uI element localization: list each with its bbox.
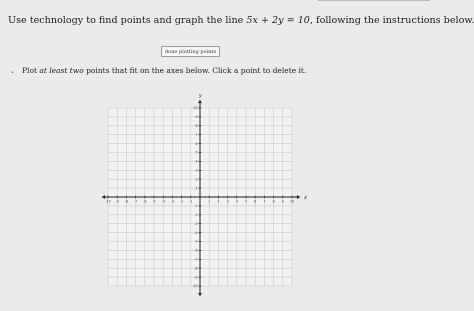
x-axis-arrow-left-icon bbox=[102, 195, 105, 199]
x-tick-label: 9 bbox=[281, 199, 284, 204]
y-tick-label: -1 bbox=[194, 204, 198, 209]
y-axis-arrow-up-icon bbox=[198, 100, 202, 103]
y-tick-label: 10 bbox=[193, 106, 198, 111]
x-tick-label: -7 bbox=[134, 199, 138, 204]
y-tick-label: -6 bbox=[194, 248, 198, 253]
y-tick-label: -10 bbox=[192, 284, 198, 289]
x-tick-label: -6 bbox=[143, 199, 147, 204]
x-tick-label: -3 bbox=[170, 199, 174, 204]
question-suffix: , following the instructions below. bbox=[309, 15, 474, 26]
x-tick-label: 5 bbox=[244, 199, 248, 204]
x-tick-label: -4 bbox=[161, 199, 165, 204]
y-tick-label: -8 bbox=[194, 266, 198, 271]
question-text bbox=[8, 15, 474, 27]
instruction-part1: Plot bbox=[22, 66, 40, 75]
instruction-text bbox=[22, 66, 306, 76]
y-tick-label: -5 bbox=[194, 239, 198, 244]
question-prefix: Use technology to find points and graph the line bbox=[8, 15, 247, 26]
x-tick-label: 8 bbox=[272, 199, 275, 204]
x-tick-label: 4 bbox=[235, 199, 238, 204]
x-tick-label: 7 bbox=[263, 199, 266, 204]
y-tick-label: -4 bbox=[194, 230, 198, 235]
coordinate-graph[interactable] bbox=[98, 90, 328, 296]
x-tick-label: -9 bbox=[115, 199, 119, 204]
x-axis-label: x bbox=[304, 195, 307, 201]
x-tick-label: 1 bbox=[208, 199, 211, 204]
y-tick-label: 6 bbox=[195, 141, 198, 146]
y-tick-label: 1 bbox=[195, 186, 198, 191]
y-tick-label: 3 bbox=[195, 168, 198, 173]
x-tick-label: -8 bbox=[124, 199, 128, 204]
done-plotting-points-button[interactable]: done plotting points bbox=[161, 46, 220, 57]
x-tick-label: -10 bbox=[105, 199, 111, 204]
instruction-emphasis: at least two bbox=[39, 66, 84, 75]
y-tick-label: -3 bbox=[194, 221, 198, 226]
x-tick-label: 2 bbox=[217, 199, 220, 204]
y-tick-label: -9 bbox=[194, 275, 198, 280]
x-tick-label: -5 bbox=[152, 199, 156, 204]
y-tick-label: 4 bbox=[195, 159, 198, 164]
y-axis-label: y bbox=[199, 93, 202, 99]
x-tick-label: 6 bbox=[254, 199, 257, 204]
y-tick-label: -7 bbox=[194, 257, 198, 262]
x-tick-label: 10 bbox=[289, 199, 295, 204]
y-tick-label: 7 bbox=[195, 132, 198, 137]
x-tick-label: 3 bbox=[226, 199, 229, 204]
question-equation: 5x + 2y = 10 bbox=[246, 15, 310, 26]
y-tick-label: 2 bbox=[195, 177, 198, 182]
top-divider bbox=[318, 0, 430, 1]
x-tick-label: -1 bbox=[189, 199, 193, 204]
bullet-icon: • bbox=[11, 70, 14, 76]
y-axis-arrow-down-icon bbox=[198, 293, 202, 296]
y-tick-label: -2 bbox=[194, 213, 198, 217]
y-tick-label: 5 bbox=[195, 150, 198, 155]
x-axis-arrow-right-icon bbox=[297, 195, 300, 199]
y-tick-label: 8 bbox=[195, 124, 198, 128]
y-tick-label: 9 bbox=[195, 115, 198, 120]
instruction-part2: points that fit on the axes below. Click a point to delete it. bbox=[83, 66, 307, 75]
x-tick-label: -2 bbox=[180, 199, 184, 204]
